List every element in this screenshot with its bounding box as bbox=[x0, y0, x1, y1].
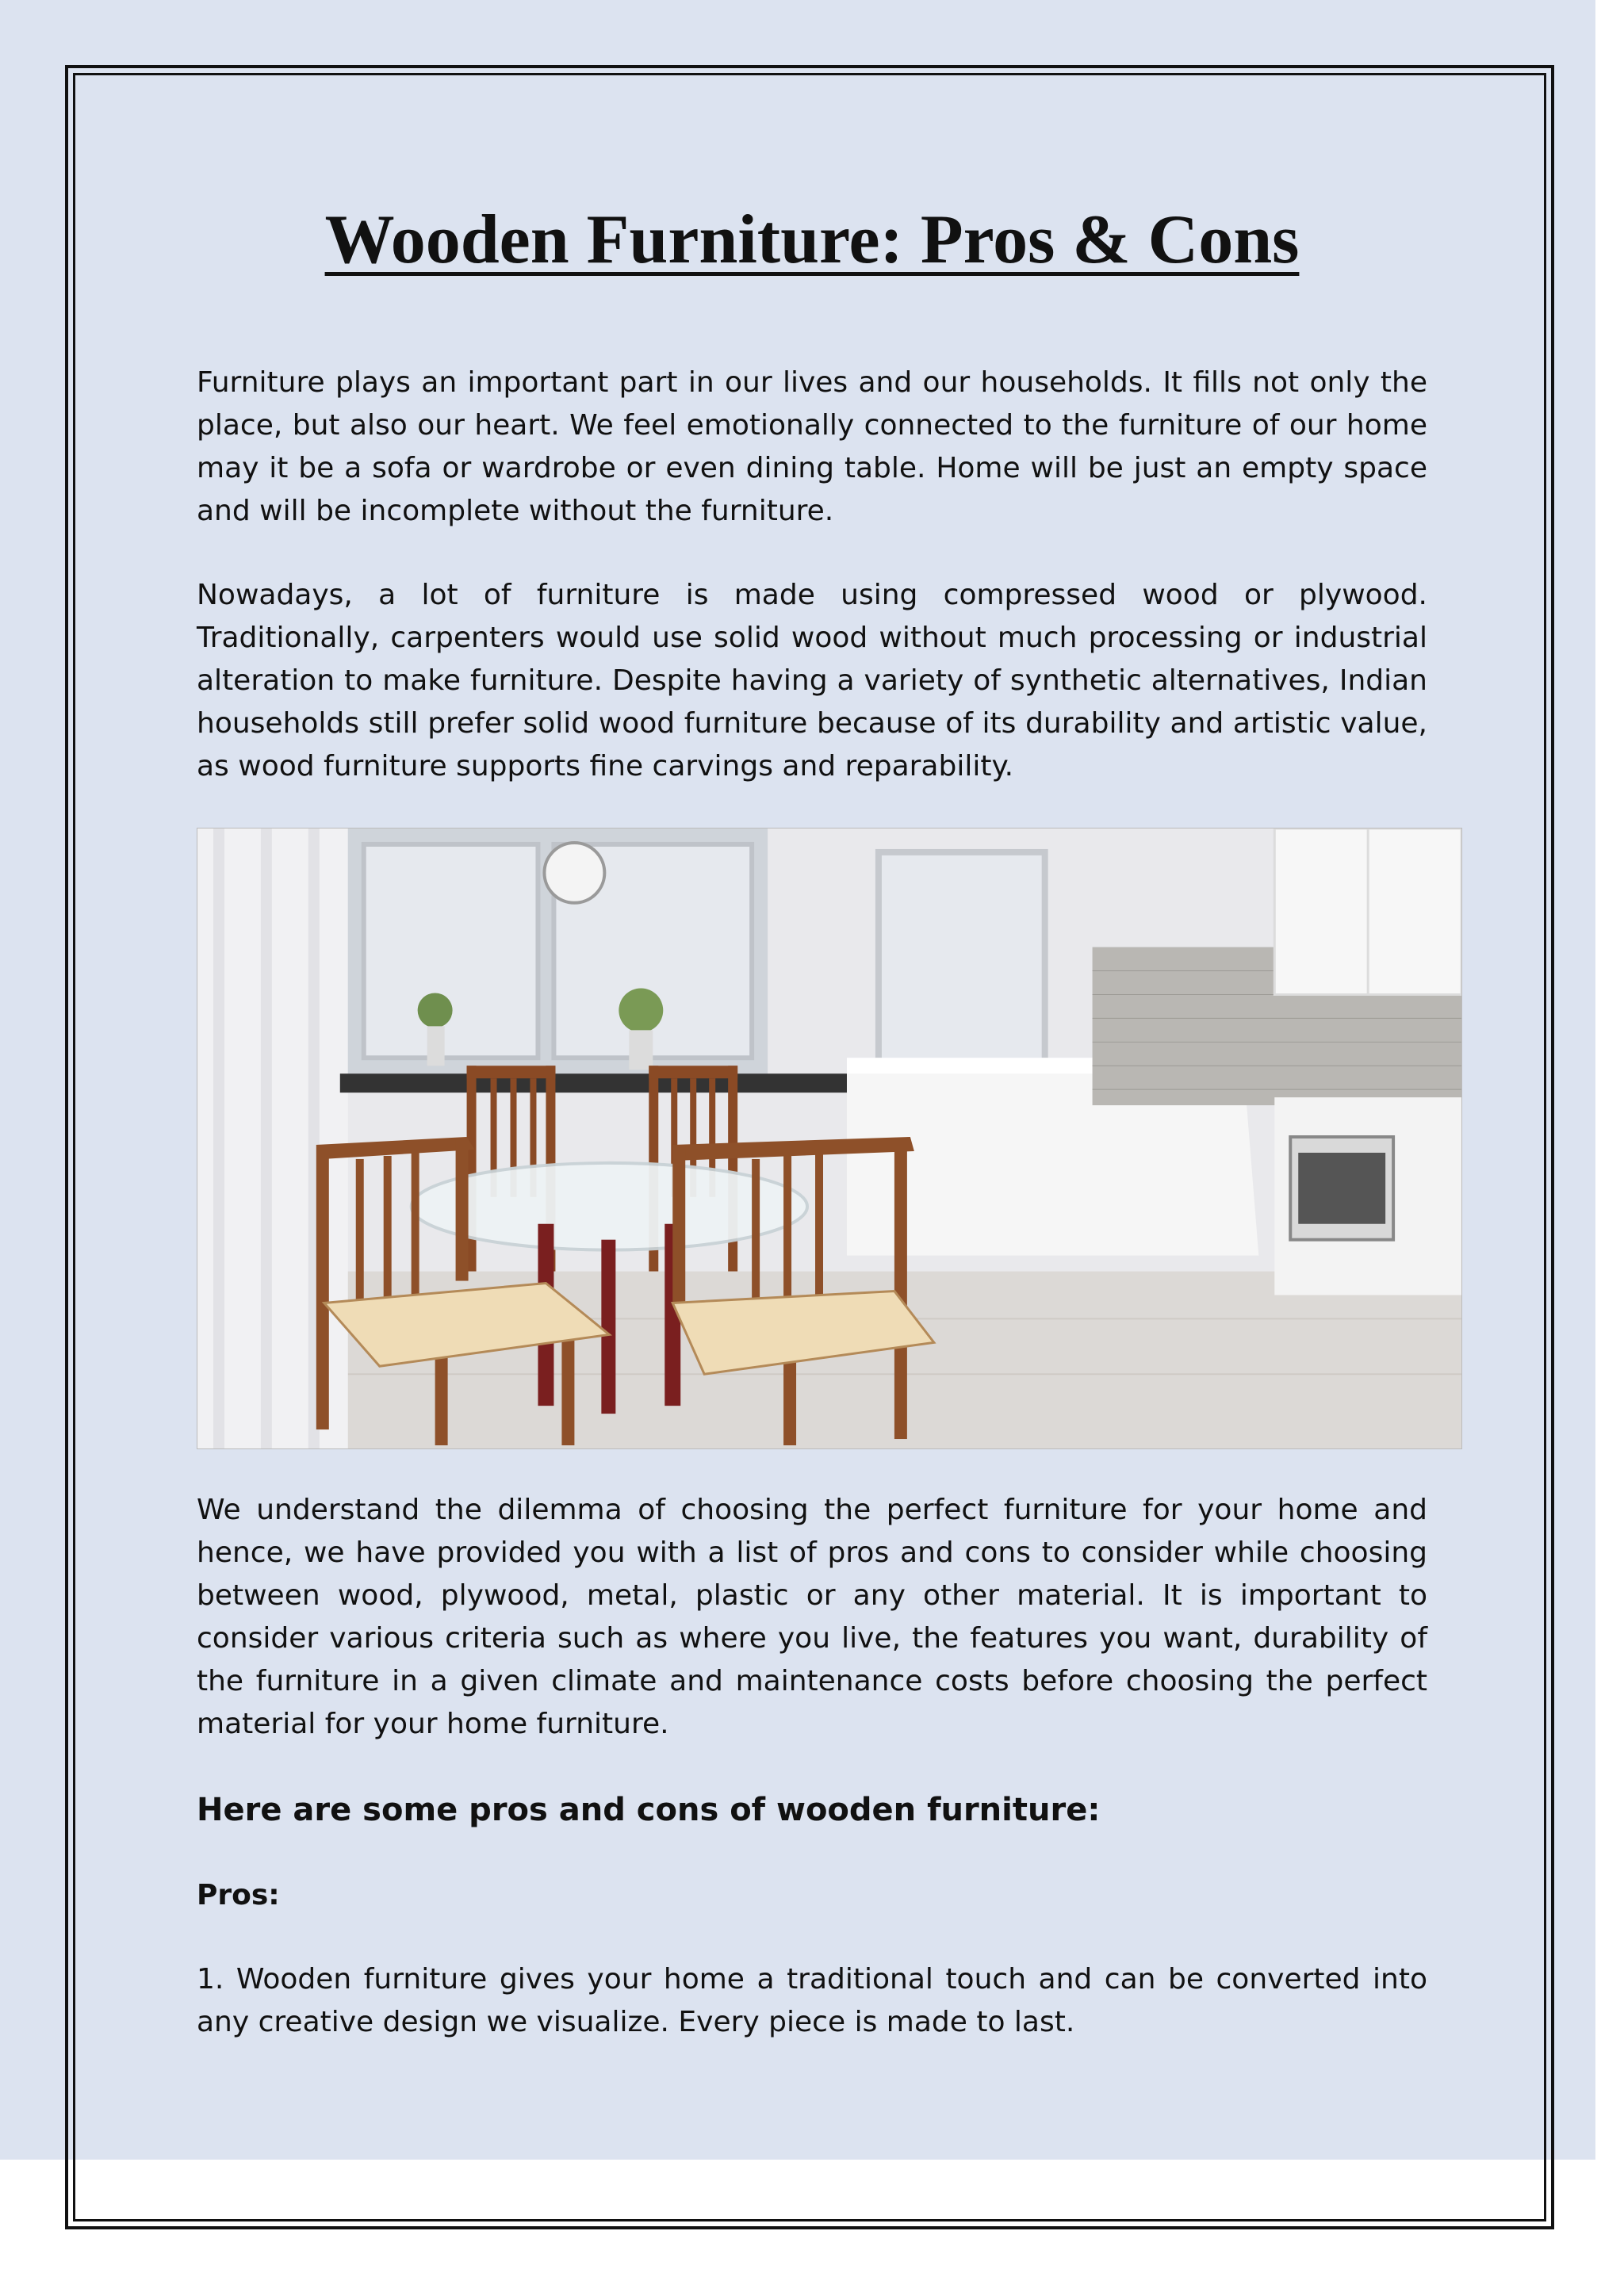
pros-heading: Pros: bbox=[197, 1879, 280, 1911]
dining-room-illustration bbox=[197, 828, 1461, 1448]
wood-history-paragraph: Nowadays, a lot of furniture is made using compressed wood or plywood. Traditionally, carpenters would use solid wood without much processing or industrial alteration to make furniture. Despite having a variety of synthetic alternatives, Indian households still prefer solid wood furniture because of its durability and artistic value, as wood furniture supports fine carvings and reparability. bbox=[197, 579, 1427, 783]
document-title: Wooden Furniture: Pros & Cons bbox=[324, 201, 1300, 278]
intro-paragraph: Furniture plays an important part in our lives and our households. It fills not only the place, but also our heart. We feel emotionally connected to the furniture of our home may it be a sofa or wardrobe or even dining table. Home will be just an empty space and will be incomplete without the furniture. bbox=[197, 366, 1427, 527]
pros-item-1: 1. Wooden furniture gives your home a traditional touch and can be converted into any creative design we visualize. Every piece is made to last. bbox=[197, 1963, 1427, 2038]
dilemma-paragraph: We understand the dilemma of choosing the perfect furniture for your home and hence, we have provided you with a list of pros and cons to consider while choosing between wood, plywood, metal, plastic or any other material. It is important to consider various criteria such as where you live, the features you want, durability of the furniture in a given climate and maintenance costs before choosing the perfect material for your home furniture. bbox=[197, 1494, 1427, 1740]
dining-room-photo bbox=[197, 828, 1462, 1449]
pros-cons-heading: Here are some pros and cons of wooden furniture: bbox=[197, 1792, 1101, 1828]
